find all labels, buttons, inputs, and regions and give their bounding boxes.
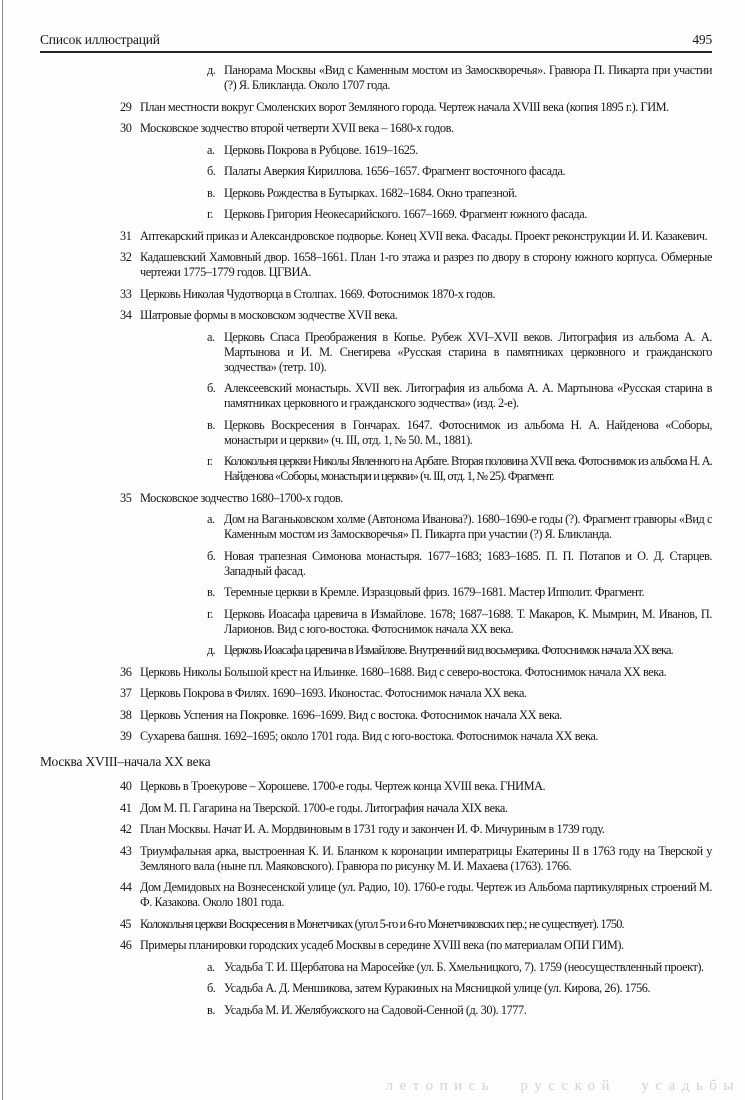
entry-number: 38: [120, 707, 132, 722]
list-entry: [40, 779, 712, 794]
entry-letter: а.: [207, 959, 215, 974]
entry-letter: б.: [207, 381, 216, 395]
entry-text: Церковь Рождества в Бутырках. 1682–1684. Окно трапезной.: [224, 185, 517, 200]
list-entry: [40, 686, 712, 701]
entry-number: 33: [120, 286, 132, 301]
entry-number: 32: [120, 250, 132, 264]
entry-number: 43: [120, 843, 132, 858]
entry-letter: д.: [207, 643, 215, 657]
entry-number: 42: [120, 822, 132, 836]
entry-letter: г.: [207, 207, 213, 221]
list-entry: [40, 880, 712, 910]
list-entry: [40, 981, 712, 996]
entry-text: Панорама Москвы «Вид с Каменным мостом из Замоскворечья». Гравюра П. Пикарта при участии (?) Я. Бликланда. Около 1707 года.: [224, 63, 712, 92]
list-entry: [40, 164, 712, 179]
entry-letter: в.: [207, 185, 215, 200]
entry-text: Палаты Аверкия Кириллова. 1656–1657. Фрагмент восточного фасада.: [224, 164, 566, 178]
list-entry: [40, 229, 712, 244]
entry-letter: б.: [207, 548, 216, 563]
entry-number: 44: [120, 880, 132, 894]
illustration-list: [40, 63, 712, 1024]
entry-letter: г.: [207, 606, 213, 621]
list-entry: [40, 207, 712, 222]
list-entry: [40, 938, 712, 953]
entry-text: Московское зодчество 1680–1700-х годов.: [140, 490, 343, 505]
entry-number: 35: [120, 490, 132, 505]
entry-text: Церковь Иоасафа царевича в Измайлове. 1678; 1687–1688. Т. Макаров, К. Мымрин, М. Иванов, П. Ларионов. Вид с юго-востока. Фотоснимок начала XX века.: [224, 606, 712, 636]
list-entry: [40, 585, 712, 600]
entry-number: 36: [120, 664, 132, 679]
entry-text: Шатровые формы в московском зодчестве XVII века.: [140, 308, 398, 322]
list-entry: [40, 801, 712, 816]
entry-text: Теремные церкви в Кремле. Изразцовый фриз. 1679–1681. Мастер Ипполит. Фрагмент.: [224, 585, 645, 599]
list-entry: [40, 250, 712, 280]
entry-text: План Москвы. Начат И. А. Мордвиновым в 1731 году и закончен И. Ф. Мичуриным в 1739 году.: [140, 822, 605, 836]
entry-number: 46: [120, 938, 132, 952]
running-title: Список иллюстраций: [40, 32, 160, 47]
page-number: 495: [692, 32, 712, 47]
entry-number: 31: [120, 228, 132, 243]
entry-text: Колокольня церкви Воскресения в Монетчиках (угол 5-го и 6-го Монетчиковских пер.; не существует). 1750.: [140, 916, 624, 931]
entry-text: Усадьба А. Д. Меншикова, затем Куракиных на Мясницкой улице (ул. Кирова, 26). 1756.: [224, 981, 651, 995]
entry-letter: б.: [207, 981, 216, 995]
entry-text: Усадьба М. И. Желябужского на Садовой-Сенной (д. 30). 1777.: [224, 1002, 527, 1017]
entry-letter: а.: [207, 329, 215, 344]
list-entry: [40, 1003, 712, 1018]
entry-letter: д.: [207, 63, 216, 77]
entry-number: 40: [120, 779, 132, 793]
entry-text: Церковь Успения на Покровке. 1696–1699. Вид с востока. Фотоснимок начала XX века.: [140, 707, 562, 722]
entry-letter: б.: [207, 164, 216, 178]
entry-text: Московское зодчество второй четверти XVII века – 1680-х годов.: [140, 121, 454, 135]
list-entry: [40, 729, 712, 744]
entry-text: Колокольня церкви Николы Явленного на Арбате. Вторая половина XVII века. Фотоснимок из альбома Н. А. Найденова «Соборы, монастыри и церкви» (ч. III, отд. 1, № 25). Фрагмент.: [224, 454, 712, 483]
entry-text: План местности вокруг Смоленских ворот Земляного города. Чертеж начала XVIII века (копия 1895 г.). ГИМ.: [140, 99, 669, 114]
list-entry: [40, 708, 712, 723]
list-entry: [40, 822, 712, 837]
entry-text: Церковь Покрова в Филях. 1690–1693. Иконостас. Фотоснимок начала XX века.: [140, 686, 527, 700]
list-entry: [40, 643, 712, 658]
entry-number: 45: [120, 916, 131, 931]
list-entry: [40, 287, 712, 302]
list-entry: [40, 63, 712, 93]
page-header: [40, 32, 712, 53]
entry-text: Дом на Ваганьковском холме (Автонома Иванова?). 1680–1690-е годы (?). Фрагмент гравюры «Вид с Каменным мостом из Замоскворечья» П. Пикарта при участии (?) Я. Бликланда.: [224, 512, 712, 541]
list-entry: [40, 917, 712, 932]
scan-edge-line: [2, 0, 3, 1100]
section-heading: Москва XVIII–начала XX века: [40, 754, 211, 769]
entry-text: Усадьба Т. И. Щербатова на Маросейке (ул. Б. Хмельницкого, 7). 1759 (неосуществленный проект).: [224, 959, 704, 974]
entry-text: Церковь в Троекурове – Хорошеве. 1700-е годы. Чертеж конца XVIII века. ГНИМА.: [140, 779, 546, 793]
watermark: летопись русской усадьбы: [385, 1078, 740, 1094]
list-entry: [40, 454, 712, 484]
list-entry: [40, 100, 712, 115]
entry-text: Церковь Спаса Преображения в Копье. Рубеж XVI–XVII веков. Литография из альбома А. А. Мартынова и И. М. Снегирева «Русская старина в памятниках церковного и гражданского зодчества» (тетр. 10).: [224, 329, 712, 374]
entry-text: Церковь Иоасафа царевича в Измайлове. Внутренний вид восьмерика. Фотоснимок начала XX века.: [224, 643, 673, 657]
list-entry: [40, 330, 712, 375]
entry-letter: в.: [207, 417, 215, 432]
entry-text: Церковь Воскресения в Гончарах. 1647. Фотоснимок из альбома Н. А. Найденова «Соборы, монастыри и церкви» (ч. III, отд. 1, № 50. М., 1881).: [224, 417, 712, 447]
entry-number: 41: [120, 800, 132, 815]
entry-letter: а.: [207, 142, 215, 157]
entry-text: Триумфальная арка, выстроенная К. И. Бланком к коронации императрицы Екатерины II в 1763 году на Тверской у Земляного вала (ныне пл. Маяковского). Гравюра по рисунку М. И. Махаева (1763). 1766.: [140, 843, 712, 873]
list-entry: [40, 960, 712, 975]
entry-number: 34: [120, 308, 132, 322]
entry-text: Дом Демидовых на Вознесенской улице (ул. Радио, 10). 1760-е годы. Чертеж из Альбома партикулярных строений М. Ф. Казакова. Около 1801 года.: [140, 880, 712, 909]
entry-letter: а.: [207, 512, 215, 526]
entry-letter: г.: [207, 454, 213, 468]
list-entry: [40, 308, 712, 323]
entry-text: Дом М. П. Гагарина на Тверской. 1700-е годы. Литография начала XIX века.: [140, 800, 508, 815]
entry-letter: в.: [207, 585, 215, 599]
entry-text: Кадашевский Хамовный двор. 1658–1661. План 1-го этажа и разрез по двору в сторону южного корпуса. Обмерные чертежи 1775–1779 годов. ЦГВИА.: [140, 250, 712, 279]
entry-text: Церковь Покрова в Рубцове. 1619–1625.: [224, 142, 418, 157]
entry-number: 37: [120, 686, 132, 700]
entry-text: Алексеевский монастырь. XVII век. Литография из альбома А. А. Мартынова «Русская старина в памятниках церковного и гражданского зодчества» (изд. 2-е).: [224, 381, 712, 410]
list-entry: [40, 418, 712, 448]
list-entry: [40, 491, 712, 506]
entry-text: Сухарева башня. 1692–1695; около 1701 года. Вид с юго-востока. Фотоснимок начала XX века.: [140, 729, 599, 743]
entry-text: Церковь Николы Большой крест на Ильинке. 1680–1688. Вид с северо-востока. Фотоснимок начала XX века.: [140, 664, 667, 679]
entry-letter: в.: [207, 1002, 215, 1017]
list-entry: [40, 381, 712, 411]
list-entry: [40, 512, 712, 542]
list-entry: [40, 186, 712, 201]
entry-text: Церковь Григория Неокесарийского. 1667–1669. Фрагмент южного фасада.: [224, 207, 587, 221]
entry-text: Церковь Николая Чудотворца в Столпах. 1669. Фотоснимок 1870-х годов.: [140, 286, 496, 301]
list-entry: [40, 665, 712, 680]
entry-number: 30: [120, 121, 132, 135]
list-entry: [40, 549, 712, 579]
list-entry: [40, 607, 712, 637]
entry-text: Примеры планировки городских усадеб Москвы в середине XVIII века (по материалам ОПИ ГИМ).: [140, 938, 624, 952]
entry-number: 39: [120, 729, 132, 743]
list-entry: [40, 143, 712, 158]
list-entry: [40, 844, 712, 874]
list-entry: [40, 121, 712, 136]
entry-text: Новая трапезная Симонова монастыря. 1677–1683; 1683–1685. П. П. Потапов и О. Д. Старцев. Западный фасад.: [224, 548, 712, 578]
entry-text: Аптекарский приказ и Александровское подворье. Конец XVII века. Фасады. Проект реконструкции И. И. Казакевич.: [140, 228, 708, 243]
entry-number: 29: [120, 99, 132, 114]
